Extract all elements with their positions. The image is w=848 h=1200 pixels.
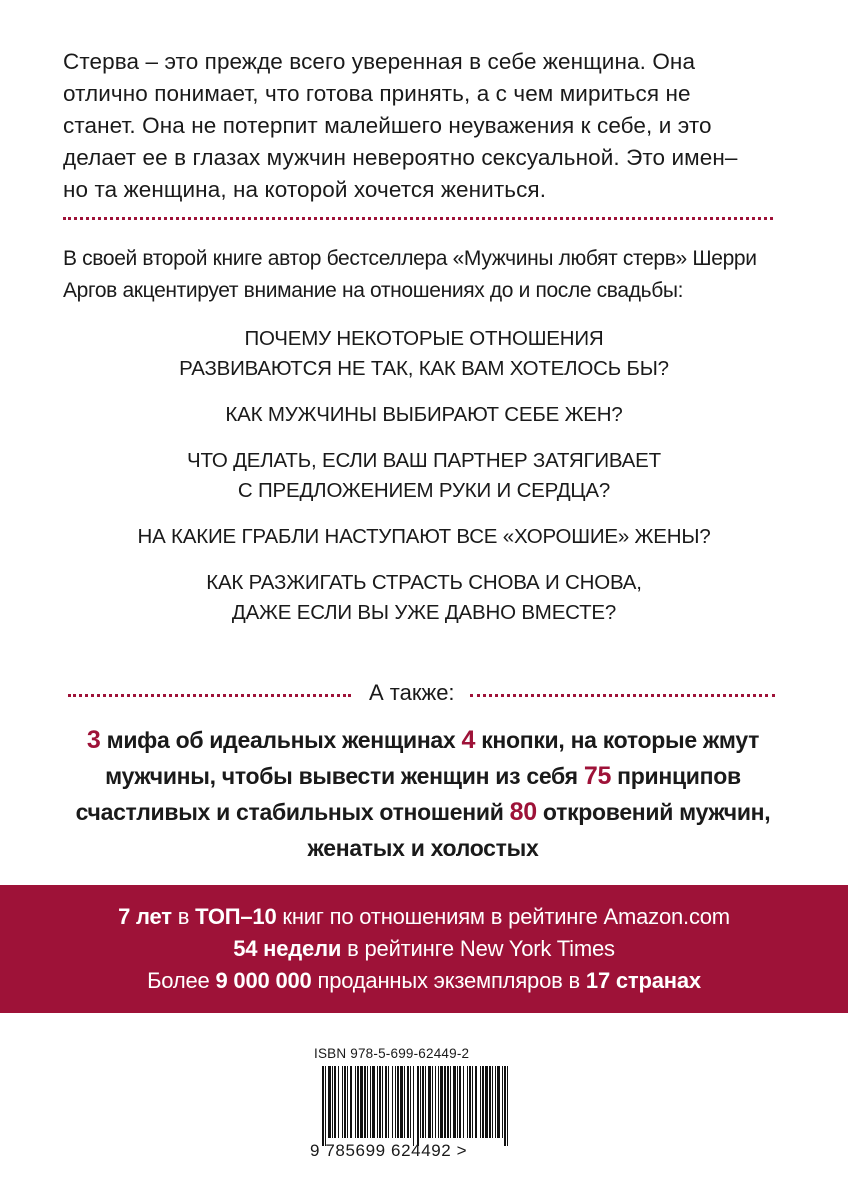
question-item bbox=[0, 324, 848, 384]
question-list bbox=[0, 324, 848, 644]
barcode-bar bbox=[425, 1066, 426, 1138]
barcode-bar bbox=[404, 1066, 405, 1138]
barcode-bar bbox=[322, 1066, 324, 1146]
barcode-bar bbox=[453, 1066, 456, 1138]
barcode-bar bbox=[417, 1066, 419, 1146]
lead-paragraph bbox=[63, 243, 783, 307]
barcode-bar bbox=[334, 1066, 336, 1138]
barcode-bar bbox=[372, 1066, 375, 1138]
barcode-bar bbox=[350, 1066, 352, 1138]
fact-number: 4 bbox=[461, 726, 476, 754]
intro-line: Стерва – это прежде всего уверенная в себе женщина. Она bbox=[63, 49, 696, 74]
barcode-bar bbox=[444, 1066, 446, 1138]
question-item bbox=[0, 522, 848, 552]
barcode-bar bbox=[422, 1066, 424, 1138]
intro-line: но та женщина, на которой хочется жениться. bbox=[63, 177, 547, 202]
fact-number: 75 bbox=[583, 762, 612, 790]
question-line: С ПРЕДЛОЖЕНИЕМ РУКИ И СЕРДЦА? bbox=[237, 479, 611, 502]
barcode-bar bbox=[338, 1066, 339, 1138]
barcode-bar bbox=[489, 1066, 491, 1138]
ratings-line-sales bbox=[0, 965, 848, 997]
barcode-bar bbox=[492, 1066, 493, 1138]
dotted-divider-right bbox=[470, 694, 775, 697]
dotted-divider-top bbox=[63, 217, 773, 220]
barcode-digits: 9 785699 624492 > bbox=[310, 1141, 468, 1160]
barcode-bar bbox=[395, 1066, 396, 1138]
ratings-text: в рейтинге New York Times bbox=[341, 936, 615, 961]
barcode-bar bbox=[392, 1066, 393, 1138]
dotted-divider-left bbox=[68, 694, 351, 697]
barcode-bar bbox=[480, 1066, 481, 1138]
ratings-text: проданных экземпляров в bbox=[311, 968, 586, 993]
barcode-bar bbox=[507, 1066, 508, 1146]
barcode-bar bbox=[379, 1066, 381, 1138]
barcode-bar bbox=[325, 1066, 326, 1146]
barcode-bar bbox=[475, 1066, 477, 1138]
barcode-bar bbox=[467, 1066, 468, 1138]
ratings-line-nyt bbox=[0, 933, 848, 965]
barcode-bar bbox=[342, 1066, 343, 1138]
question-line: ДАЖЕ ЕСЛИ ВЫ УЖЕ ДАВНО ВМЕСТЕ? bbox=[231, 601, 617, 624]
barcode-bar bbox=[397, 1066, 399, 1138]
barcode-bar bbox=[495, 1066, 496, 1138]
barcode-bar bbox=[355, 1066, 356, 1138]
question-line: КАК МУЖЧИНЫ ВЫБИРАЮТ СЕБЕ ЖЕН? bbox=[225, 403, 623, 426]
ratings-text: Более bbox=[147, 968, 216, 993]
barcode-bar bbox=[367, 1066, 368, 1138]
intro-line: отлично понимает, что готова принять, а с чем мириться не bbox=[63, 81, 691, 106]
barcode bbox=[308, 1046, 518, 1161]
barcode-bars-icon bbox=[322, 1066, 512, 1146]
barcode-bar bbox=[382, 1066, 383, 1138]
fact-number: 80 bbox=[509, 798, 537, 826]
intro-line: станет. Она не потерпит малейшего неуважения к себе, и это bbox=[63, 113, 712, 138]
intro-paragraph bbox=[63, 46, 783, 206]
barcode-bar bbox=[428, 1066, 431, 1138]
question-item bbox=[0, 446, 848, 506]
question-line: ПОЧЕМУ НЕКОТОРЫЕ ОТНОШЕНИЯ bbox=[244, 327, 604, 350]
barcode-bar bbox=[447, 1066, 449, 1138]
fact-number: 3 bbox=[86, 726, 101, 754]
fact-text: мифа об идеальных женщинах bbox=[100, 727, 462, 753]
barcode-bar bbox=[482, 1066, 484, 1138]
ratings-text: книг по отношениям в рейтинге Amazon.com bbox=[276, 904, 730, 929]
barcode-bar bbox=[432, 1066, 433, 1138]
ratings-strong: ТОП–10 bbox=[195, 904, 277, 929]
barcode-bar bbox=[370, 1066, 371, 1138]
barcode-bar bbox=[400, 1066, 403, 1138]
ratings-strong: 54 недели bbox=[233, 936, 342, 961]
lead-line: В своей второй книге автор бестселлера «Мужчины любят стерв» Шерри bbox=[63, 247, 757, 270]
barcode-bar bbox=[364, 1066, 366, 1138]
barcode-bar bbox=[420, 1066, 421, 1138]
question-line: РАЗВИВАЮТСЯ НЕ ТАК, КАК ВАМ ХОТЕЛОСЬ БЫ? bbox=[179, 357, 669, 380]
facts-paragraph bbox=[63, 722, 783, 866]
barcode-bar bbox=[463, 1066, 464, 1138]
barcode-bar bbox=[469, 1066, 471, 1138]
intro-line: делает ее в глазах мужчин невероятно сексуальной. Это имен– bbox=[63, 145, 738, 170]
barcode-bar bbox=[360, 1066, 363, 1138]
barcode-bar bbox=[328, 1066, 331, 1138]
ratings-strong: 7 лет bbox=[118, 904, 172, 929]
question-line: ЧТО ДЕЛАТЬ, ЕСЛИ ВАШ ПАРТНЕР ЗАТЯГИВАЕТ bbox=[187, 449, 661, 472]
also-section-header bbox=[0, 678, 848, 708]
also-label: А также: bbox=[369, 680, 455, 705]
barcode-bar bbox=[435, 1066, 436, 1138]
barcode-bar bbox=[344, 1066, 346, 1138]
lead-line: Аргов акцентирует внимание на отношениях до и после свадьбы: bbox=[63, 279, 684, 302]
barcode-bar bbox=[472, 1066, 473, 1138]
barcode-bar bbox=[497, 1066, 500, 1138]
barcode-bar bbox=[502, 1066, 503, 1138]
ratings-strong: 9 000 000 bbox=[215, 968, 312, 993]
fact-text: откровений мужчин, женатых и холостых bbox=[307, 799, 771, 861]
barcode-bar bbox=[485, 1066, 488, 1138]
fact-text: кнопки, на которые жмут мужчины, чтобы вывести женщин из себя bbox=[105, 727, 760, 789]
ratings-line-amazon bbox=[0, 901, 848, 933]
fact-text: принципов счастливых и стабильных отношений bbox=[75, 763, 741, 825]
barcode-bar bbox=[385, 1066, 387, 1138]
isbn-label: ISBN 978-5-699-62449-2 bbox=[314, 1046, 470, 1061]
question-item bbox=[0, 568, 848, 628]
barcode-bar bbox=[357, 1066, 359, 1138]
barcode-bar bbox=[407, 1066, 409, 1138]
question-line: НА КАКИЕ ГРАБЛИ НАСТУПАЮТ ВСЕ «ХОРОШИЕ» ЖЕНЫ? bbox=[137, 525, 711, 548]
question-line: КАК РАЗЖИГАТЬ СТРАСТЬ СНОВА И СНОВА, bbox=[206, 571, 642, 594]
barcode-bar bbox=[388, 1066, 389, 1138]
ratings-text: в bbox=[171, 904, 196, 929]
barcode-bar bbox=[457, 1066, 458, 1138]
ratings-strong: 17 странах bbox=[585, 968, 701, 993]
barcode-bar bbox=[450, 1066, 451, 1138]
barcode-bar bbox=[438, 1066, 439, 1138]
barcode-bar bbox=[332, 1066, 333, 1138]
barcode-bar bbox=[347, 1066, 348, 1138]
barcode-bar bbox=[440, 1066, 443, 1138]
barcode-bar bbox=[504, 1066, 506, 1146]
question-item bbox=[0, 400, 848, 430]
barcode-bar bbox=[413, 1066, 414, 1146]
barcode-bar bbox=[459, 1066, 461, 1138]
ratings-band bbox=[0, 885, 848, 1013]
barcode-bar bbox=[410, 1066, 411, 1138]
barcode-bar bbox=[377, 1066, 378, 1138]
